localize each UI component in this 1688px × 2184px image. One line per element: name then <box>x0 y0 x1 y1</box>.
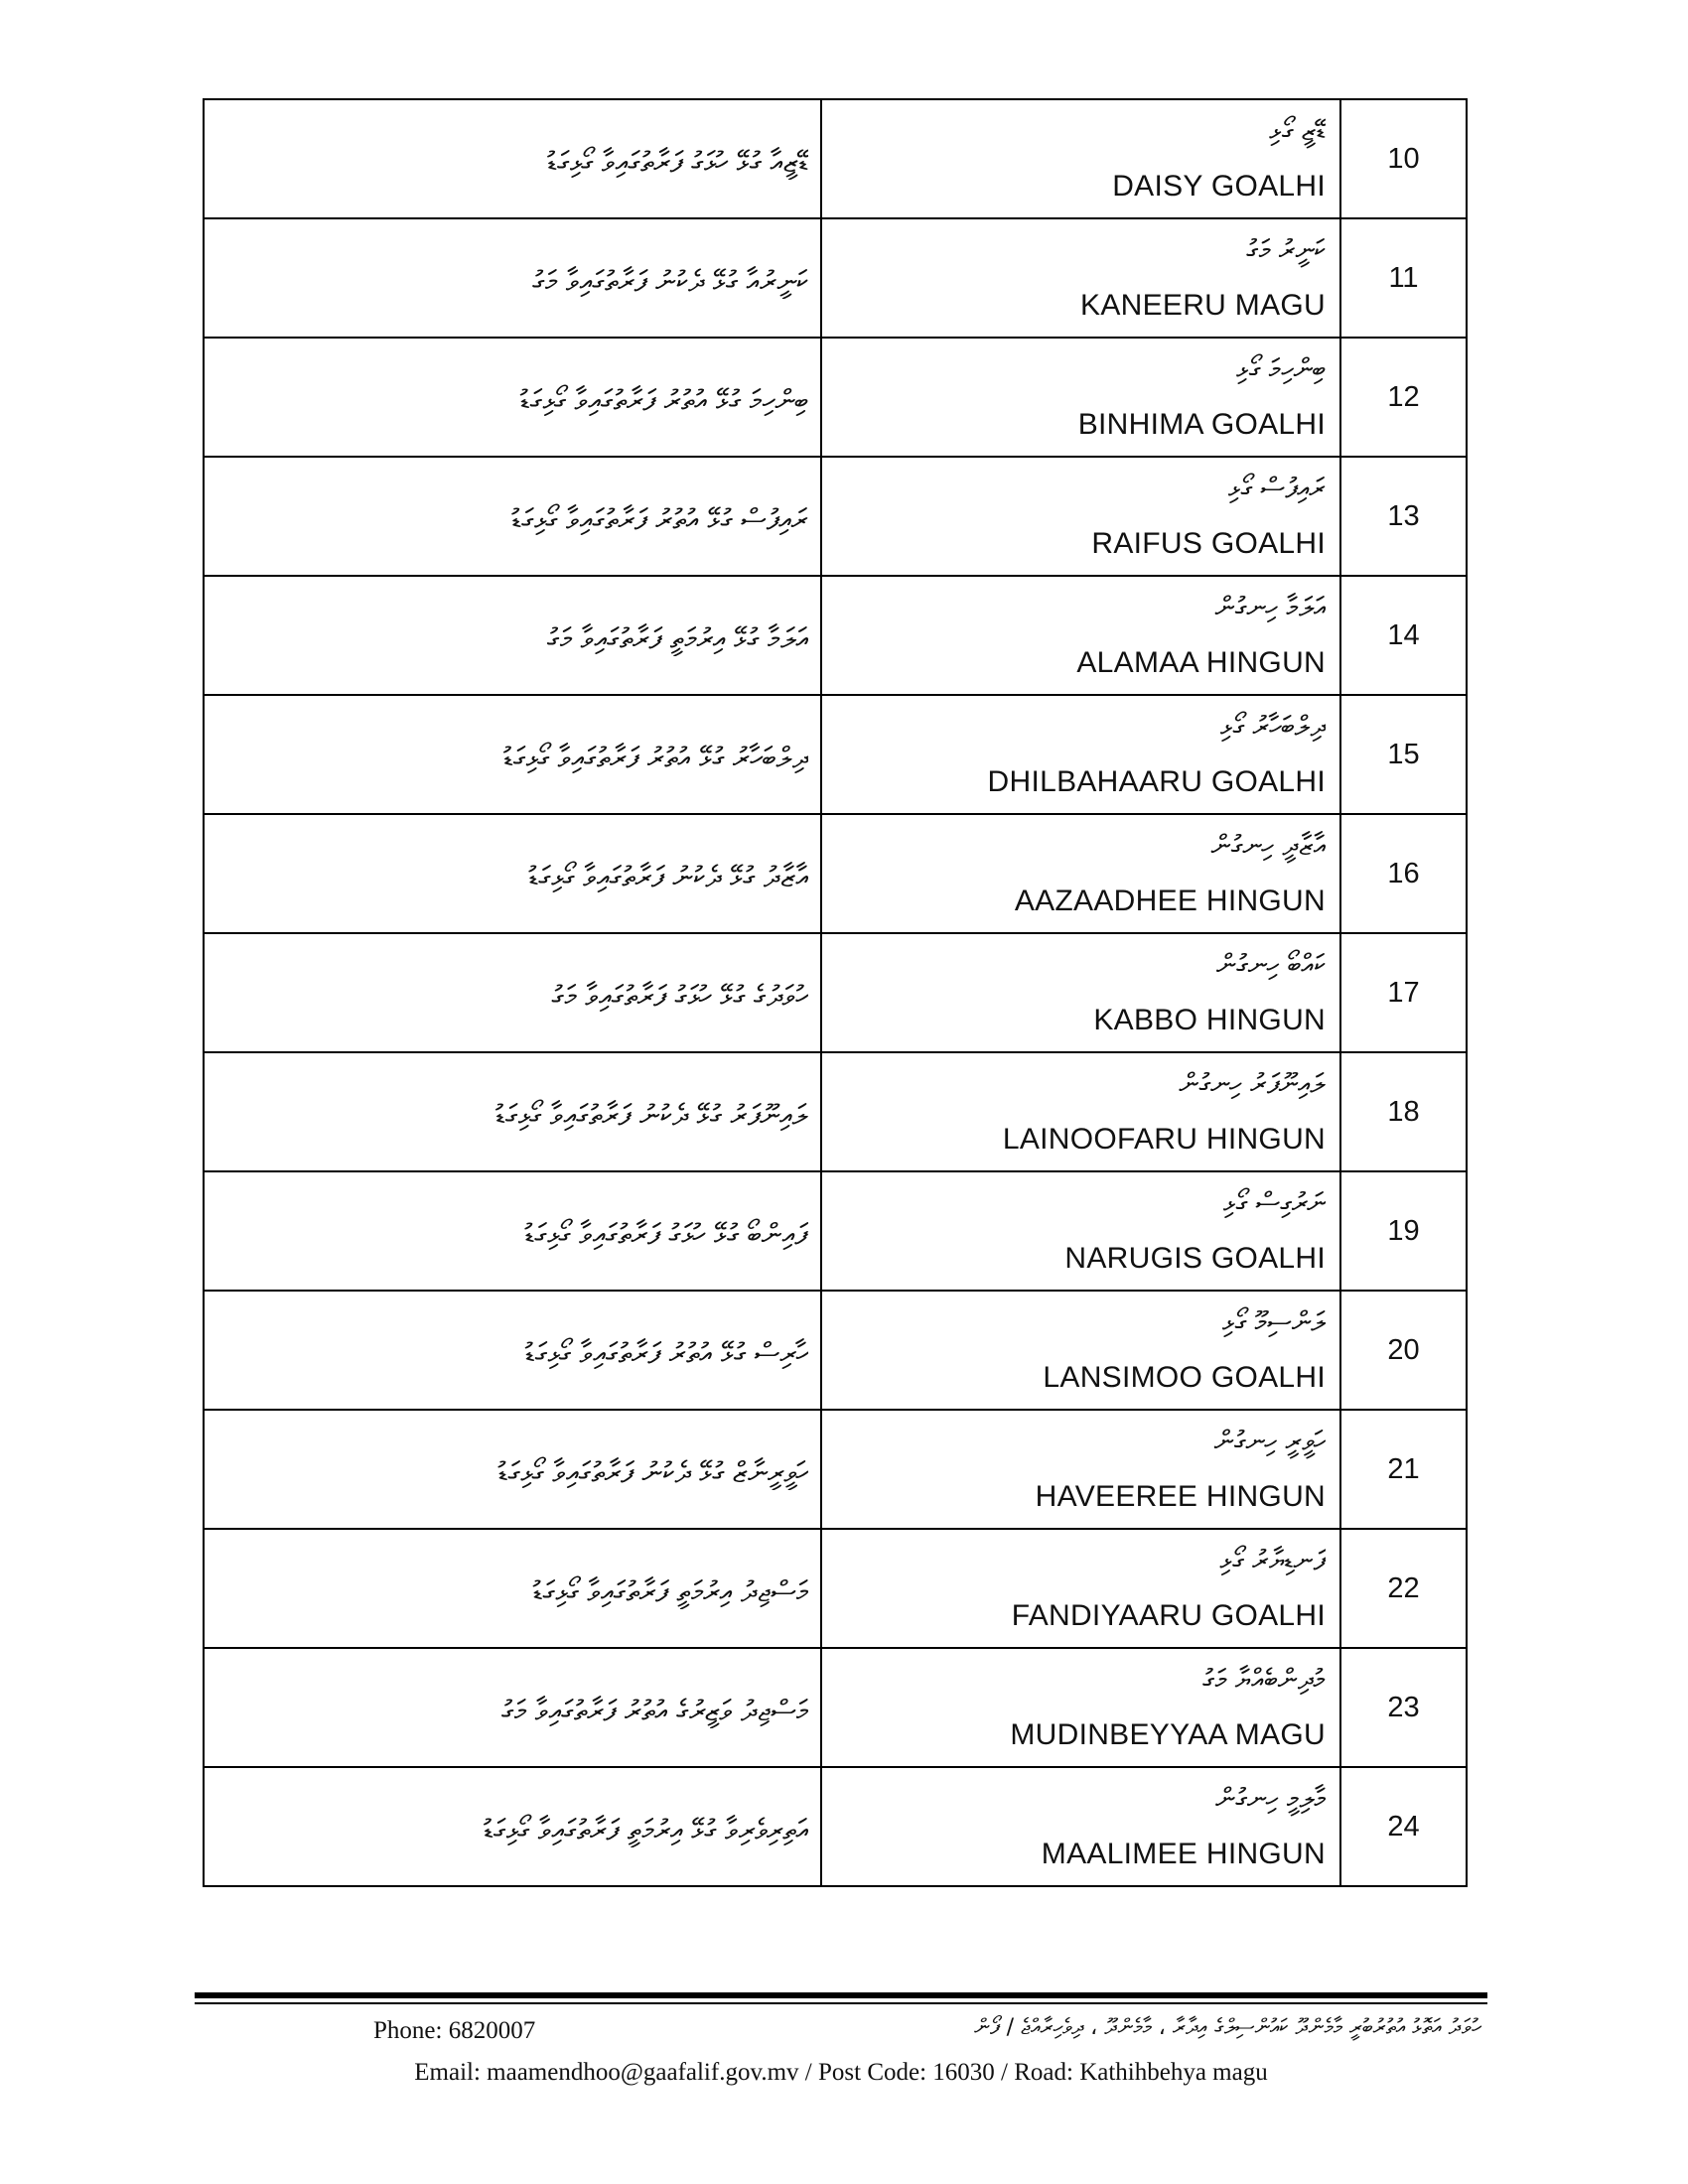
location-description-cell <box>204 1529 821 1648</box>
row-number: 10 <box>1387 142 1420 175</box>
road-name-cell <box>821 1171 1340 1291</box>
road-name-cell <box>821 1052 1340 1171</box>
row-number: 18 <box>1387 1095 1420 1128</box>
location-description-cell <box>204 1171 821 1291</box>
row-number-cell <box>1340 814 1467 933</box>
road-name-dhivehi: ދިލްބަހާރު ގޯޅި <box>1219 710 1326 743</box>
location-description: ލައިނޫފަރު ގުޅޭ ދެކުނު ފަރާތުގައިވާ ގޯޅިގަޑު <box>494 1097 808 1132</box>
road-name-cell <box>821 1291 1340 1410</box>
row-number-cell <box>1340 933 1467 1052</box>
table-row <box>204 933 1467 1052</box>
road-name-cell <box>821 576 1340 695</box>
road-name-cell <box>821 1529 1340 1648</box>
road-name-dhivehi: މާލިމީ ހިނގުން <box>1215 1782 1326 1815</box>
row-number-cell <box>1340 1052 1467 1171</box>
location-description-cell <box>204 576 821 695</box>
road-name-dhivehi: ކައްބޯ ހިނގުން <box>1215 948 1326 981</box>
road-name-dhivehi: ލަންސިމޫ ގޯޅި <box>1222 1305 1326 1338</box>
row-number: 19 <box>1387 1214 1420 1247</box>
row-number-cell <box>1340 1529 1467 1648</box>
table-row <box>204 1410 1467 1529</box>
location-description: ދިލްބަހާރު ގުޅޭ އުތުރު ފަރާތުގައިވާ ގޯޅިގަޑު <box>502 740 808 774</box>
road-name-english: DHILBAHAARU GOALHI <box>987 765 1326 798</box>
table-row <box>204 1052 1467 1171</box>
road-name-english: AAZAADHEE HINGUN <box>1014 885 1326 917</box>
table-row <box>204 338 1467 457</box>
road-name-cell <box>821 457 1340 576</box>
row-number: 16 <box>1387 857 1420 889</box>
row-number: 15 <box>1387 738 1420 770</box>
road-name-cell <box>821 1767 1340 1886</box>
road-name-english: LAINOOFARU HINGUN <box>1002 1123 1326 1156</box>
road-name-dhivehi: އާޒާދީ ހިނގުން <box>1210 829 1326 862</box>
road-name-english: RAIFUS GOALHI <box>1091 527 1326 560</box>
table-body <box>204 99 1467 1886</box>
location-description: ޑޭޒީއާ ގުޅޭ ހުޅަގު ފަރާތުގައިވާ ގޯޅިގަޑު <box>547 144 808 179</box>
location-description: ރައިފުސް ގުޅޭ އުތުރު ފަރާތުގައިވާ ގޯޅިގަޑު <box>511 501 808 536</box>
location-description-cell <box>204 338 821 457</box>
footer-divider-thin <box>195 2002 1487 2004</box>
road-name-dhivehi: ފަނޑިޔާރު ގޯޅި <box>1219 1544 1326 1576</box>
location-description: ބިންހިމަ ގުޅޭ އުތުރު ފަރާތުގައިވާ ގޯޅިގަޑު <box>519 382 808 417</box>
footer-separator: / <box>1001 2059 1008 2086</box>
table-row <box>204 1291 1467 1410</box>
table-row <box>204 218 1467 338</box>
table-row <box>204 576 1467 695</box>
table-row <box>204 1171 1467 1291</box>
row-number-cell <box>1340 338 1467 457</box>
road-name-cell <box>821 933 1340 1052</box>
road-name-english: FANDIYAARU GOALHI <box>1011 1599 1326 1632</box>
road-name-dhivehi: ބިންހިމަ ގޯޅި <box>1236 352 1326 385</box>
location-description: މަސްޖިދު ވަޒީރުގެ އުތުރު ފަރާތުގައިވާ މަގު <box>500 1693 808 1727</box>
location-description: އާޒާދު ގުޅޭ ދެކުނު ފަރާތުގައިވާ ގޯޅިގަޑު <box>528 859 808 893</box>
road-name-english: MUDINBEYYAA MAGU <box>1010 1718 1326 1751</box>
footer-postcode: Post Code: 16030 <box>817 2059 995 2086</box>
road-name-cell <box>821 218 1340 338</box>
footer-contact-line <box>195 2013 1487 2049</box>
row-number-cell <box>1340 576 1467 695</box>
row-number-cell <box>1340 1767 1467 1886</box>
row-number: 14 <box>1387 618 1420 651</box>
road-name-dhivehi: ހަވީރީ ހިނގުން <box>1213 1425 1326 1457</box>
footer-email-label: Email: <box>414 2059 481 2086</box>
location-description-cell <box>204 218 821 338</box>
footer-road: Road: Kathihbehya magu <box>1014 2059 1268 2086</box>
row-number-cell <box>1340 695 1467 814</box>
row-number: 13 <box>1387 499 1420 532</box>
road-name-cell <box>821 1410 1340 1529</box>
road-names-table <box>203 98 1468 1887</box>
location-description: އަތިރިވެރިވާ ގުޅޭ އިރުމަތީ ފަރާތުގައިވާ ގޯޅިގަޑު <box>483 1812 808 1846</box>
location-description-cell <box>204 1648 821 1767</box>
table-row <box>204 99 1467 218</box>
row-number-cell <box>1340 1291 1467 1410</box>
footer-divider-thick <box>195 1992 1487 1998</box>
location-description-cell <box>204 1291 821 1410</box>
road-name-english: HAVEEREE HINGUN <box>1035 1480 1326 1513</box>
road-name-dhivehi: އަލަމާ ހިނގުން <box>1214 591 1326 623</box>
location-description-cell <box>204 695 821 814</box>
table-row <box>204 1767 1467 1886</box>
row-number: 24 <box>1387 1810 1420 1843</box>
row-number: 21 <box>1387 1452 1420 1485</box>
location-description-cell <box>204 814 821 933</box>
road-name-cell <box>821 814 1340 933</box>
road-name-dhivehi: ކަނީރު މަގު <box>1246 233 1326 266</box>
location-description-cell <box>204 1410 821 1529</box>
table-row <box>204 1529 1467 1648</box>
row-number: 11 <box>1388 261 1419 294</box>
road-name-english: MAALIMEE HINGUN <box>1041 1838 1326 1870</box>
location-description-cell <box>204 1052 821 1171</box>
road-name-english: KABBO HINGUN <box>1093 1004 1326 1036</box>
road-name-dhivehi: ނަރުގިސް ގޯޅި <box>1222 1186 1326 1219</box>
location-description: މަސްޖިދު އިރުމަތީ ފަރާތުގައިވާ ގޯޅިގަޑު <box>532 1573 808 1608</box>
row-number-cell <box>1340 99 1467 218</box>
road-name-english: NARUGIS GOALHI <box>1064 1242 1326 1275</box>
location-description-cell <box>204 99 821 218</box>
footer-phone: Phone: 6820007 <box>373 2017 536 2044</box>
road-name-english: BINHIMA GOALHI <box>1077 408 1326 441</box>
row-number: 23 <box>1387 1691 1420 1723</box>
location-description: ކަނީރުއާ ގުޅޭ ދެކުނު ފަރާތުގައިވާ މަގު <box>532 263 808 298</box>
row-number-cell <box>1340 1410 1467 1529</box>
location-description: ހުވަދުގެ ގުޅޭ ހުޅަގު ފަރާތުގައިވާ މަގު <box>551 978 808 1013</box>
road-name-dhivehi: ލައިނޫފަރު ހިނގުން <box>1179 1067 1326 1100</box>
footer-address-dhivehi: ހުވަދު އަތޮޅު އުތުރުބުރީ މާމެންދޫ ކައުންސިލްގެ އިދާރާ ، މާމެންދޫ ، ދިވެހިރާއްޖެ / ފޯން <box>974 2015 1481 2040</box>
location-description: ހަވީރީނާޒް ގުޅޭ ދެކުނު ފަރާތުގައިވާ ގޯޅިގަޑު <box>497 1454 808 1489</box>
row-number-cell <box>1340 1171 1467 1291</box>
road-name-cell <box>821 695 1340 814</box>
row-number-cell <box>1340 1648 1467 1767</box>
row-number-cell <box>1340 218 1467 338</box>
road-name-english: LANSIMOO GOALHI <box>1043 1361 1326 1394</box>
table-row <box>204 695 1467 814</box>
location-description-cell <box>204 457 821 576</box>
road-name-cell <box>821 99 1340 218</box>
footer-email[interactable]: maamendhoo@gaafalif.gov.mv <box>487 2059 799 2086</box>
table-row <box>204 457 1467 576</box>
road-name-english: KANEERU MAGU <box>1080 289 1326 322</box>
location-description: ފައިންބޯ ގުޅޭ ހުޅަގު ފަރާތުގައިވާ ގޯޅިގަޑު <box>524 1216 808 1251</box>
row-number: 20 <box>1387 1333 1420 1366</box>
road-name-english: ALAMAA HINGUN <box>1076 646 1326 679</box>
footer-separator: / <box>804 2059 812 2086</box>
table-row <box>204 814 1467 933</box>
road-name-cell <box>821 338 1340 457</box>
location-description-cell <box>204 1767 821 1886</box>
location-description-cell <box>204 933 821 1052</box>
road-name-dhivehi: ޑޭޒީ ގޯޅި <box>1269 114 1326 147</box>
road-name-english: DAISY GOALHI <box>1112 170 1326 203</box>
table-row <box>204 1648 1467 1767</box>
road-name-dhivehi: ރައިފުސް ގޯޅި <box>1227 472 1326 504</box>
footer-details-line <box>195 2059 1487 2087</box>
row-number: 22 <box>1387 1571 1420 1604</box>
road-name-dhivehi: މުދިންބެއްޔާ މަގު <box>1202 1663 1326 1696</box>
road-name-cell <box>821 1648 1340 1767</box>
location-description: އަލަމާ ގުޅޭ އިރުމަތީ ފަރާތުގައިވާ މަގު <box>546 620 808 655</box>
row-number-cell <box>1340 457 1467 576</box>
row-number: 12 <box>1387 380 1420 413</box>
row-number: 17 <box>1387 976 1420 1009</box>
location-description: ހާރިސް ގުޅޭ އުތުރު ފަރާތުގައިވާ ގޯޅިގަޑު <box>524 1335 808 1370</box>
